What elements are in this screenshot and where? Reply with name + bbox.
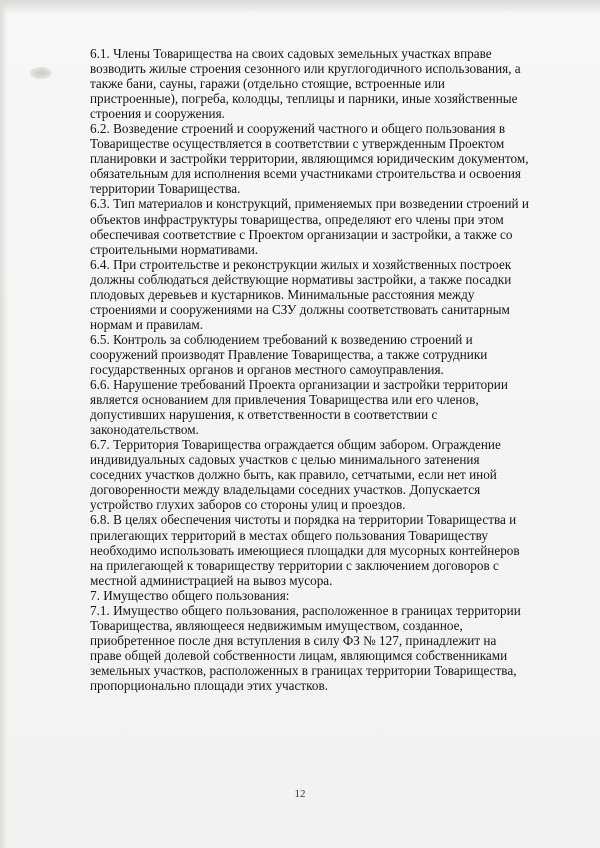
paragraph-6-6: 6.6. Нарушение требований Проекта организации и застройки территории является основанием для привлечения Товарищества или его членов, допустивших нарушения, к ответственности в соответствии с законодательством. — [90, 377, 508, 438]
paragraph-6-1: 6.1. Члены Товарищества на своих садовых земельных участках вправе возводить жилые строения сезонного или круглогодичного использования, а также бани, сауны, гаражи (отдельно стоящие, встроенные или пристроенные), погреба, колодцы, теплицы и парники, иные хозяйственные строения и сооружения. — [90, 46, 521, 122]
page-number: 12 — [294, 788, 306, 800]
paragraph-6-2: 6.2. Возведение строений и сооружений частного и общего пользования в Товариществе осуществляется в соответствии с утвержденным Проектом планировки и застройки территории, являющимся юридическим документом, обязательным для исполнения всеми участниками строительства и освоения территории Товарищества. — [90, 121, 529, 197]
paragraph-6-7: 6.7. Территория Товарищества ограждается общим забором. Ограждение индивидуальных садовых участков с целью минимального затенения соседних участков должно быть, как правило, сетчатыми, если нет иной договоренности между владельцами соседних участков. Допускается устройство глухих заборов со стороны улиц и проездов. — [90, 437, 501, 513]
document-body — [90, 46, 546, 693]
staple-mark — [30, 67, 52, 79]
paragraph-6-4: 6.4. При строительстве и реконструкции жилых и хозяйственных построек должны соблюдаться действующие нормативы застройки, а также посадки плодовых деревьев и кустарников. Минимальные расстояния между строениями и сооружениями на СЗУ должны соответствовать санитарным нормам и правилам. — [90, 256, 512, 332]
paragraph-7-1: 7.1. Имущество общего пользования, расположенное в границах территории Товарищества, являющееся недвижимым имуществом, созданное, приобретенное после дня вступления в силу ФЗ № 127, принадлежит на праве общей долевой собственности лицам, являющимся собственниками земельных участков, расположенных в границах территории Товарищества, пропорционально площади этих участков. — [90, 602, 521, 693]
scan-left-shadow — [0, 0, 8, 848]
paragraph-6-3: 6.3. Тип материалов и конструкций, применяемых при возведении строений и объектов инфраструктуры товарищества, определяют его члены при этом обеспечивая соответствие с Проектом организации и застройки, а также со строительными нормативами. — [90, 196, 529, 257]
scan-top-shadow — [0, 0, 600, 14]
paragraph-6-8: 6.8. В целях обеспечения чистоты и порядка на территории Товарищества и прилегающих территорий в местах общего пользования Товариществу необходимо использовать имеющиеся площадки для мусорных контейнеров на прилегающей к товариществу территории с заключением договоров с местной администрацией на вывоз мусора. — [90, 512, 520, 588]
section-heading-7: 7. Имущество общего пользования: — [90, 587, 290, 603]
paragraph-6-5: 6.5. Контроль за соблюдением требований к возведению строений и сооружений производят Правление Товарищества, а также сотрудники государственных органов и органов местного самоуправления. — [90, 331, 488, 377]
